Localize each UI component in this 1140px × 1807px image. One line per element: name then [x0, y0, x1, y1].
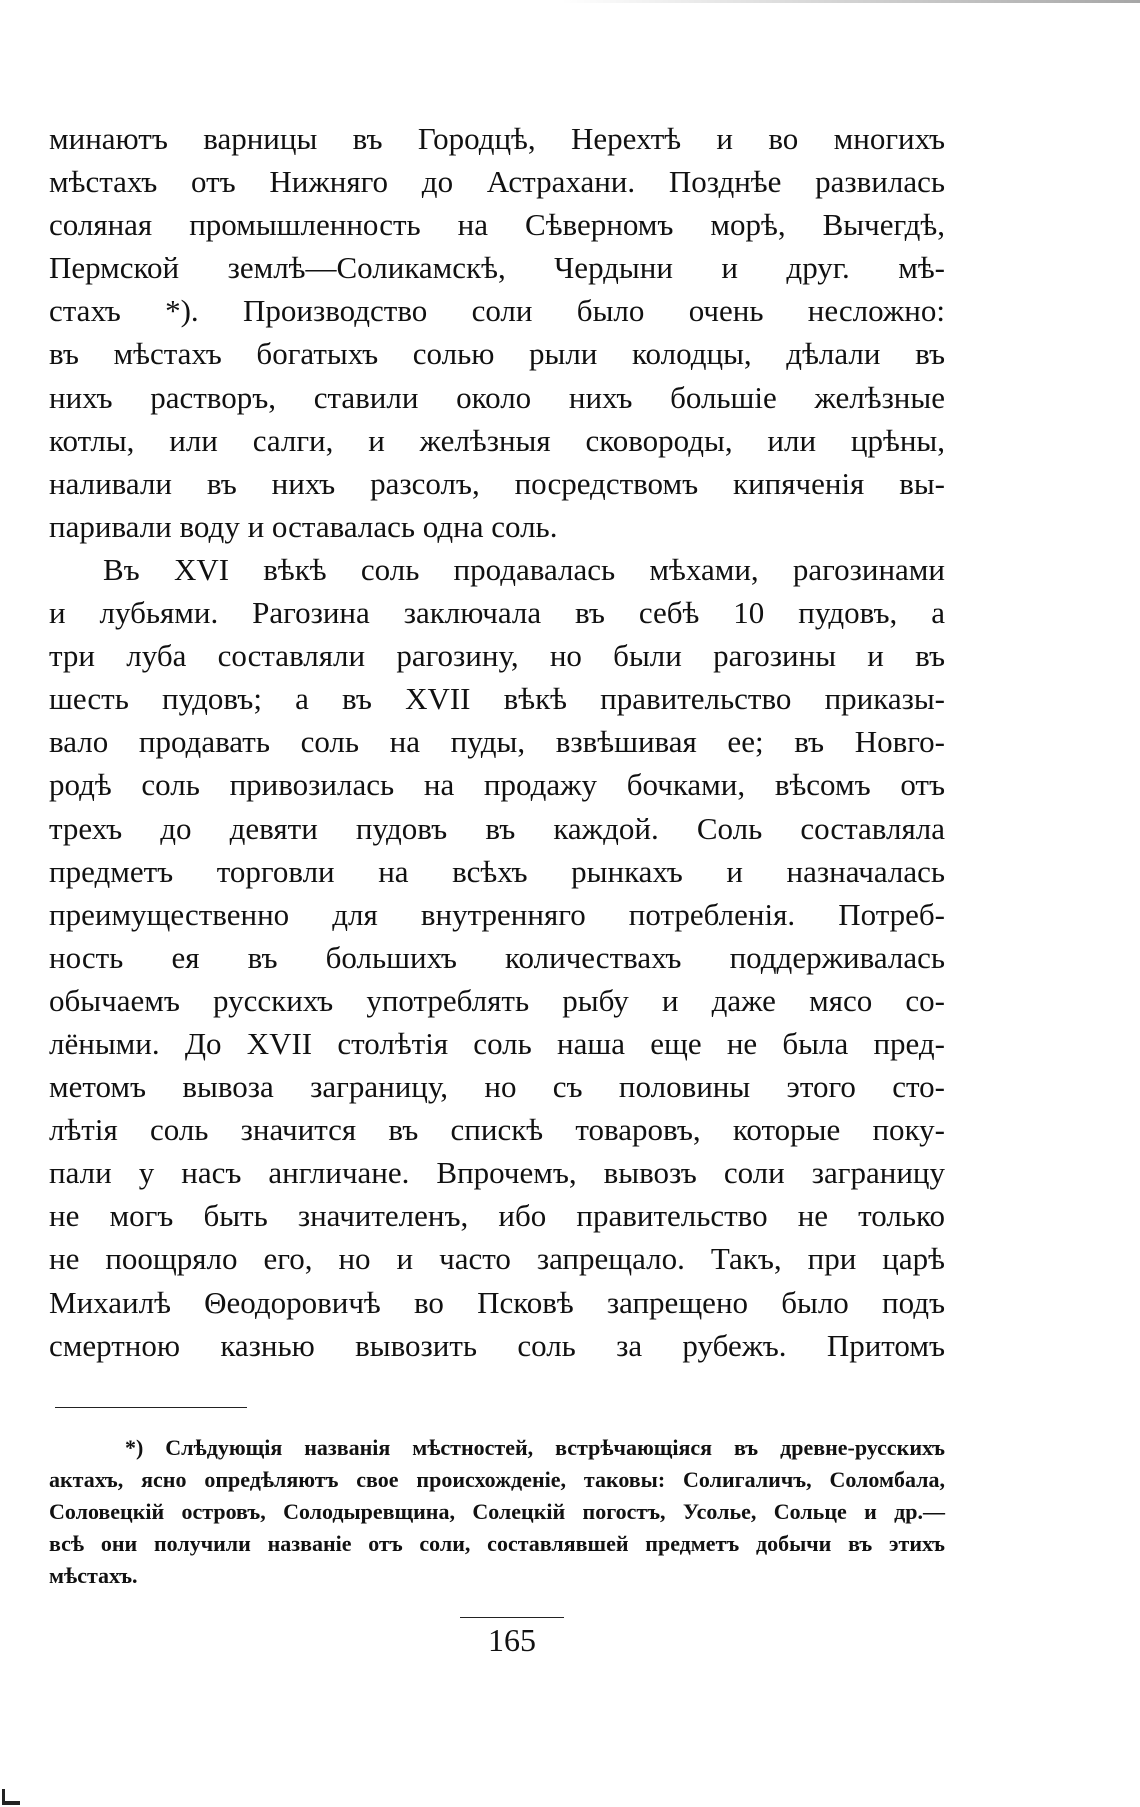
footnote-line: актахъ, ясно опредѣляютъ свое происхожденіе, таковы: Солигаличъ, Соломбала, — [49, 1467, 945, 1492]
text-line: нихъ растворъ, ставили около нихъ большіе желѣзные — [49, 379, 945, 415]
text-line: преимущественно для внутренняго потребленія. Потреб- — [49, 896, 945, 932]
text-line: смертною казнью вывозить соль за рубежъ. Притомъ — [49, 1327, 945, 1363]
text-line: шесть пудовъ; а въ XVII вѣкѣ правительство приказы- — [49, 681, 945, 717]
footnote-line: всѣ они получили названіе отъ соли, составлявшей предметъ добычи въ этихъ — [49, 1531, 945, 1556]
text-line: стахъ *). Производство соли было очень несложно: — [49, 293, 945, 329]
text-line: ность ея въ большихъ количествахъ поддерживалась — [49, 939, 945, 975]
text-line: Пермской землѣ—Соликамскѣ, Чердыни и друг. мѣ- — [49, 250, 945, 286]
text-line: вало продавать соль на пуды, взвѣшивая ее; въ Новго- — [49, 724, 945, 760]
footnote-line: Соловецкій островъ, Солодыревщина, Солецкій погостъ, Усолье, Сольце и др.— — [49, 1499, 945, 1524]
text-line: лѣтія соль значится въ спискѣ товаровъ, которые поку- — [49, 1112, 945, 1148]
text-line: пали у насъ англичане. Впрочемъ, вывозъ соли заграницу — [49, 1155, 945, 1191]
page-number: 165 — [488, 1622, 536, 1658]
footnote-line: *) Слѣдующія названія мѣстностей, встрѣчающіяся въ древне-русскихъ — [125, 1435, 945, 1460]
footnote-separator — [55, 1407, 247, 1408]
text-line: три луба составляли рагозину, но были рагозины и въ — [49, 638, 945, 674]
text-line: и лубьями. Рагозина заключала въ себѣ 10 пудовъ, а — [49, 595, 945, 631]
text-line: лёными. До XVII столѣтія соль наша еще не была пред- — [49, 1025, 945, 1061]
text-line: наливали въ нихъ разсолъ, посредствомъ кипяченія вы- — [49, 465, 945, 501]
text-line: Михаилѣ Θеодоровичѣ во Псковѣ запрещено было подъ — [49, 1284, 945, 1320]
text-line: родѣ соль привозилась на продажу бочками, вѣсомъ отъ — [49, 767, 945, 803]
text-line: въ мѣстахъ богатыхъ солью рыли колодцы, дѣлали въ — [49, 336, 945, 372]
text-line: Въ XVI вѣкѣ соль продавалась мѣхами, рагозинами — [103, 551, 945, 587]
text-line: соляная промышленность на Сѣверномъ морѣ, Вычегдѣ, — [49, 207, 945, 243]
text-line: метомъ вывоза заграницу, но съ половины этого сто- — [49, 1069, 945, 1105]
text-line: предметъ торговли на всѣхъ рынкахъ и назначалась — [49, 853, 945, 889]
scan-corner-mark — [0, 1785, 22, 1807]
footnote-line: мѣстахъ. — [49, 1563, 138, 1588]
text-line: котлы, или салги, и желѣзныя сковороды, или црѣны, — [49, 422, 945, 458]
main-text — [49, 117, 945, 1367]
footnote — [49, 1432, 945, 1592]
text-line: не могъ быть значителенъ, ибо правительство не только — [49, 1198, 945, 1234]
text-line: не поощряло его, но и часто запрещало. Такъ, при царѣ — [49, 1241, 945, 1277]
text-line: паривали воду и оставалась одна соль. — [49, 508, 558, 544]
page-number-rule — [460, 1617, 564, 1618]
scan-edge-shadow — [560, 0, 1140, 3]
text-line: обычаемъ русскихъ употреблять рыбу и даже мясо со- — [49, 982, 945, 1018]
text-line: трехъ до девяти пудовъ въ каждой. Соль составляла — [49, 810, 945, 846]
text-line: минаютъ варницы въ Городцѣ, Нерехтѣ и во многихъ — [49, 121, 945, 156]
text-line: мѣстахъ отъ Нижняго до Астрахани. Позднѣе развилась — [49, 164, 945, 200]
